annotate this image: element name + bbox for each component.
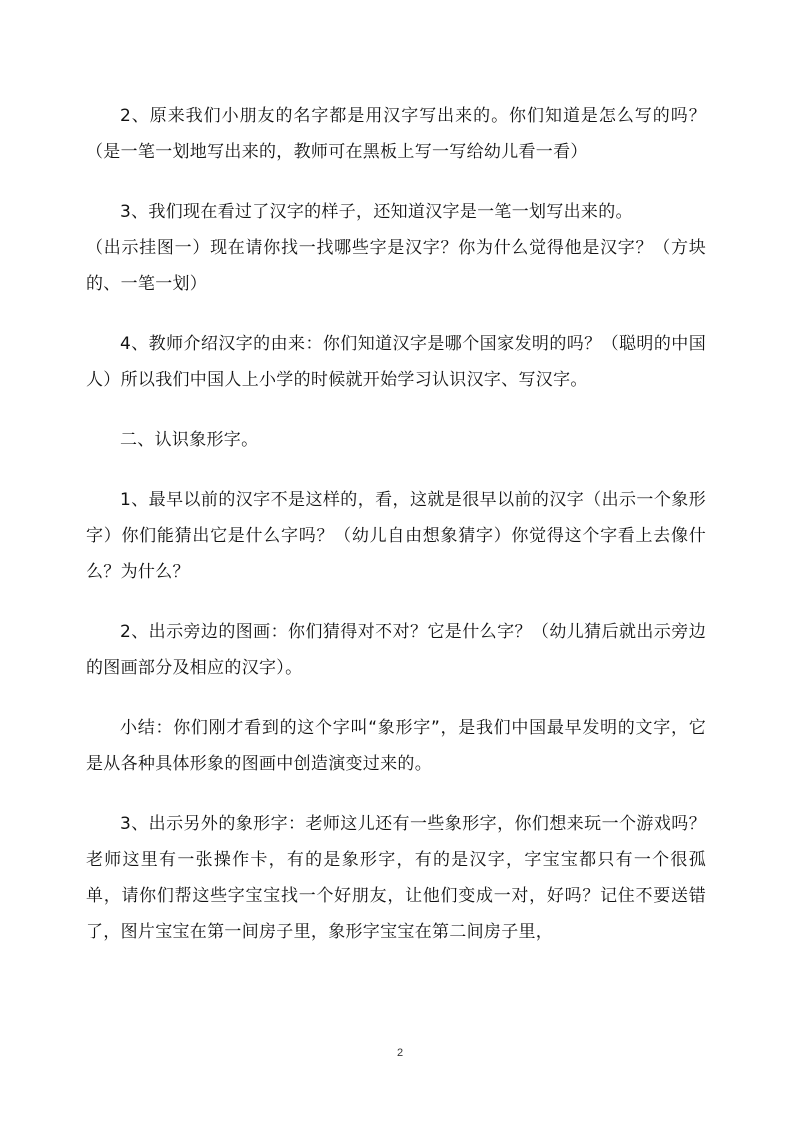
paragraph-summary: 小结：你们刚才看到的这个字叫“象形字”，是我们中国最早发明的文字，它是从各种具体形象的图画中创造演变过来的。 xyxy=(86,718,706,774)
document-body xyxy=(86,98,706,974)
paragraph-pictograph-1: 1、最早以前的汉字不是这样的，看，这就是很早以前的汉字（出示一个象形字）你们能猜出它是什么字吗？（幼儿自由想象猜字）你觉得这个字看上去像什么？为什么？ xyxy=(86,490,706,582)
paragraph-pictograph-3: 3、出示另外的象形字：老师这儿还有一些象形字，你们想来玩一个游戏吗？老师这里有一张操作卡，有的是象形字，有的是汉字，字宝宝都只有一个很孤单，请你们帮这些字宝宝找一个好朋友，让他们变成一对，好吗？记住不要送错了，图片宝宝在第一间房子里，象形字宝宝在第二间房子里， xyxy=(86,814,706,942)
page-number: 2 xyxy=(396,1047,404,1059)
paragraph-item-3: 3、我们现在看过了汉字的样子，还知道汉字是一笔一划写出来的。 xyxy=(120,202,633,222)
paragraph-pictograph-2: 2、出示旁边的图画：你们猜得对不对？它是什么字？（幼儿猜后就出示旁边的图画部分及相应的汉字）。 xyxy=(86,622,706,678)
paragraph-item-4: 4、教师介绍汉字的由来：你们知道汉字是哪个国家发明的吗？（聪明的中国人）所以我们中国人上小学的时候就开始学习认识汉字、写汉字。 xyxy=(86,334,706,390)
paragraph-hanging-chart: （出示挂图一）现在请你找一找哪些字是汉字？你为什么觉得他是汉字？（方块的、一笔一划） xyxy=(86,238,706,294)
paragraph-item-2: 2、原来我们小朋友的名字都是用汉字写出来的。你们知道是怎么写的吗？（是一笔一划地写出来的，教师可在黑板上写一写给幼儿看一看） xyxy=(86,106,706,162)
section-heading-pictographs: 二、认识象形字。 xyxy=(120,430,259,450)
